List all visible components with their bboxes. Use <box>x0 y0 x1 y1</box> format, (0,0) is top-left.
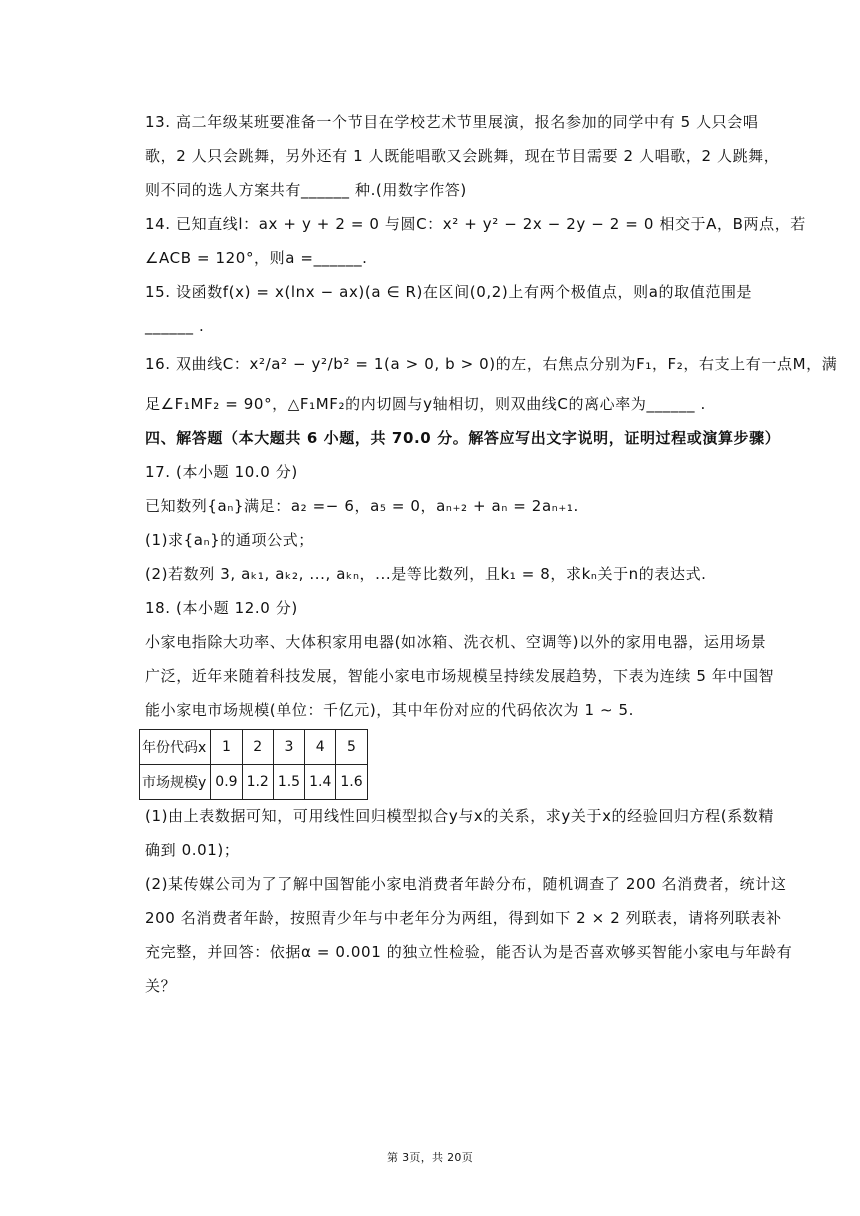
q15-number: 15. <box>145 283 171 301</box>
table-cell: 0.9 <box>211 765 242 800</box>
table-cell: 4 <box>305 730 336 765</box>
q18-part2-text-3: 充完整，并回答：依据α = 0.001 的独立性检验，能否认为是否喜欢够买智能小家电与年龄有 <box>145 943 793 961</box>
q13-line-1 <box>145 112 758 132</box>
q18-part1-text-2: 确到 0.01)； <box>145 841 240 859</box>
page-footer: 第 3页，共 20页 <box>387 1151 473 1164</box>
table-cell: 1.4 <box>305 765 336 800</box>
table-cell: 1.6 <box>336 765 367 800</box>
q18-text-1: 小家电指除大功率、大体积家用电器(如冰箱、洗衣机、空调等)以外的家用电器，运用场景 <box>145 633 767 651</box>
table-cell: 1.5 <box>273 765 304 800</box>
q18-part2-text-1: (2)某传媒公司为了了解中国智能小家电消费者年龄分布，随机调查了 200 名消费者，统计这 <box>145 875 787 893</box>
q17-text-2: (1)求{aₙ}的通项公式； <box>145 531 314 549</box>
q14-text-1: 已知直线l：ax + y + 2 = 0 与圆C：x² + y² − 2x − 2y − 2 = 0 相交于A，B两点，若 <box>176 215 806 233</box>
q18-text-3: 能小家电市场规模(单位：千亿元)，其中年份对应的代码依次为 1 ∼ 5. <box>145 701 635 719</box>
table-cell: 3 <box>273 730 304 765</box>
q18-header <box>145 598 298 618</box>
table-cell: 1.2 <box>242 765 273 800</box>
q18-text-2: 广泛，近年来随着科技发展，智能小家电市场规模呈持续发展趋势，下表为连续 5 年中国智 <box>145 667 775 685</box>
q17-points: (本小题 10.0 分) <box>176 463 298 481</box>
q16-line-1 <box>145 354 837 374</box>
q18-number: 18. <box>145 599 171 617</box>
market-size-table <box>139 729 368 800</box>
section-4-heading: 四、解答题（本大题共 6 小题，共 70.0 分。解答应写出文字说明，证明过程或演算步骤） <box>145 429 781 447</box>
q18-points: (本小题 12.0 分) <box>176 599 298 617</box>
table-row-market-size <box>140 765 368 800</box>
q16-text-1: 双曲线C：x²/a² − y²/b² = 1(a > 0, b > 0)的左，右焦点分别为F₁，F₂，右支上有一点M，满 <box>176 355 838 373</box>
q13-text-3: 则不同的选人方案共有______ 种.(用数字作答) <box>145 181 467 199</box>
q14-text-2: ∠ACB = 120°，则a =______. <box>145 249 368 267</box>
q13-text-2: 歌，2 人只会跳舞，另外还有 1 人既能唱歌又会跳舞，现在节目需要 2 人唱歌，2 人跳舞， <box>145 147 780 165</box>
table-row-year-code <box>140 730 368 765</box>
q17-header <box>145 462 298 482</box>
q14-line-1 <box>145 214 806 234</box>
q17-text-1: 已知数列{aₙ}满足：a₂ =− 6，a₅ = 0，aₙ₊₂ + aₙ = 2aₙ₊₁. <box>145 497 579 515</box>
table-cell: 1 <box>211 730 242 765</box>
q15-line-1 <box>145 282 752 302</box>
q15-text-1: 设函数f(x) = x(lnx − ax)(a ∈ R)在区间(0,2)上有两个极值点，则a的取值范围是 <box>176 283 753 301</box>
q17-text-3: (2)若数列 3, aₖ₁, aₖ₂, ..., aₖₙ，...是等比数列，且k₁ = 8，求kₙ关于n的表达式. <box>145 565 707 583</box>
q17-number: 17. <box>145 463 171 481</box>
table-cell: 5 <box>336 730 367 765</box>
q18-part2-text-2: 200 名消费者年龄，按照青少年与中老年分为两组，得到如下 2 × 2 列联表，请将列联表补 <box>145 909 782 927</box>
q16-text-2: 足∠F₁MF₂ = 90°，△F₁MF₂的内切圆与y轴相切，则双曲线C的离心率为______ . <box>145 395 706 413</box>
q18-part1-text-1: (1)由上表数据可知，可用线性回归模型拟合y与x的关系，求y关于x的经验回归方程(系数精 <box>145 807 775 825</box>
q15-text-2: ______ . <box>145 317 205 335</box>
table-cell: 2 <box>242 730 273 765</box>
q14-number: 14. <box>145 215 171 233</box>
q13-number: 13. <box>145 113 171 131</box>
table-header-market-size: 市场规模y <box>140 765 211 800</box>
q13-text-1: 高二年级某班要准备一个节目在学校艺术节里展演，报名参加的同学中有 5 人只会唱 <box>176 113 759 131</box>
q16-number: 16. <box>145 355 171 373</box>
table-header-year-code: 年份代码x <box>140 730 211 765</box>
q18-part2-text-4: 关？ <box>145 977 177 995</box>
